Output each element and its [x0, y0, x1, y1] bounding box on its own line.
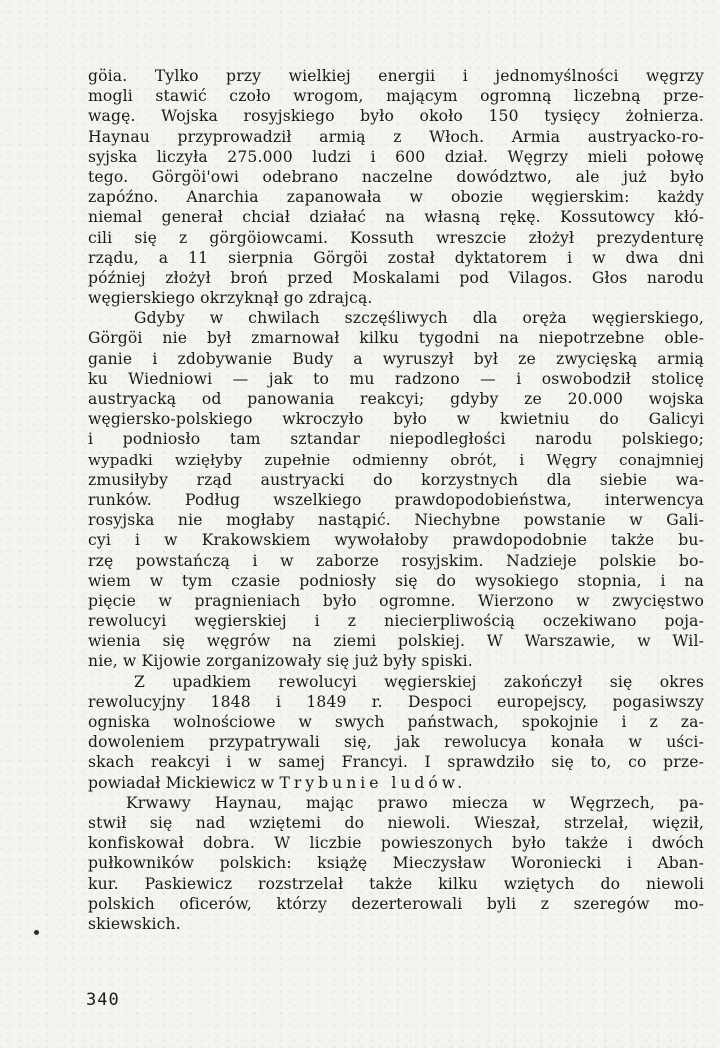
ink-speck [34, 930, 39, 935]
text-line: syjska liczyła 275.000 ludzi i 600 dział. Węgrzy mieli połowę [88, 147, 704, 166]
text-line: pięcie w pragnieniach było ogromne. Wierzono w zwycięstwo [88, 591, 704, 610]
text-line: rzę powstańczą i w zaborze rosyjskim. Nadzieje polskie bo- [88, 551, 704, 570]
paragraph-start-line: Krwawy Haynau, mając prawo miecza w Węgrzech, pa- [126, 793, 704, 812]
text-line: polskich oficerów, którzy dezerterowali byli z szeregów mo- [88, 894, 704, 913]
text-line: rosyjska nie mogłaby nastąpić. Niechybne powstanie w Gali- [88, 511, 704, 530]
text-line: zapóźno. Anarchia zapanowała w obozie węgierskim: każdy [88, 188, 704, 207]
text-line: göia. Tylko przy wielkiej energii i jednomyślności węgrzy [88, 67, 704, 85]
text-line: kur. Paskiewicz rozstrzelał także kilku wziętych do niewoli [88, 874, 704, 893]
text-line: mogli stawić czoło wrogom, mającym ogromną liczebną prze- [88, 87, 704, 106]
text-line: skach reakcyi i w samej Francyi. I sprawdziło się to, co prze- [88, 753, 704, 772]
paragraph-end-line: nie, w Kijowie zorganizowały się już były spiski. [88, 652, 473, 671]
text-line: niemal generał chciał działać na własną rękę. Kossutowcy kłó- [88, 208, 704, 227]
paragraph-start-line: Z upadkiem rewolucyi węgierskiej zakończył się okres [134, 672, 704, 691]
text-line: stwił się nad wziętemi do niewoli. Wieszał, strzelał, więził, [88, 813, 704, 832]
text-line: wienia się węgrów na ziemi polskiej. W Warszawie, w Wil- [88, 632, 704, 651]
paragraph-end-line [88, 773, 704, 793]
text-line: rewolucyjny 1848 i 1849 r. Despoci europejscy, pogasiwszy [88, 692, 704, 711]
text-line: ku Wiedniowi — jak to mu radzono — i oswobodził stolicę [88, 369, 704, 388]
text-line: cyi i w Krakowskiem wywołałoby prawdopodobnie także bu- [88, 531, 704, 550]
body-text [88, 66, 704, 934]
text-line: austryacką od panowania reakcyi; gdyby ze 20.000 wojska [88, 390, 704, 408]
text-line: konfiskował dobra. W liczbie powieszonych było także i dwóch [88, 834, 704, 853]
text-line: tego. Görgöi'owi odebrano naczelne dowództwo, ale już było [88, 167, 704, 186]
paragraph-end-line: skiewskich. [88, 914, 181, 933]
quote-intro: powiadał Mickiewicz w [88, 773, 275, 792]
text-line: cili się z görgöiowcami. Kossuth wreszcie złożył prezydenturę [88, 228, 704, 247]
spaced-title: Trybunie ludów. [279, 773, 467, 792]
text-line: Görgöi nie był zmarnował kilku tygodni na niepotrzebne oble- [88, 329, 704, 348]
text-line: runków. Podług wszelkiego prawdopodobieństwa, interwencya [88, 490, 704, 509]
page-number: 340 [86, 990, 120, 1010]
text-line: wagę. Wojska rosyjskiego było około 150 tysięcy żołnierza. [88, 107, 704, 126]
text-line: ganie i zdobywanie Budy a wyruszył był ze zwycięską armią [88, 349, 704, 368]
text-line: wiem w tym czasie podniosły się do wysokiego stopnia, i na [88, 571, 704, 590]
text-line: wypadki wzięłyby zupełnie odmienny obrót, i Węgry conajmniej [88, 450, 704, 469]
text-line: zmusiłyby rząd austryacki do korzystnych dla siebie wa- [88, 470, 704, 489]
text-line: rewolucyi węgierskiej i z niecierpliwością oczekiwano poja- [88, 612, 704, 631]
text-line: i podniosło tam sztandar niepodległości narodu polskiego; [88, 430, 704, 449]
text-line: ogniska wolnościowe w swych państwach, spokojnie i z za- [88, 713, 704, 731]
paragraph-start-line: Gdyby w chwilach szczęśliwych dla oręża węgierskiego, [134, 309, 704, 328]
text-line: węgiersko-polskiego wkroczyło było w kwietniu do Galicyi [88, 410, 704, 429]
text-line: rządu, a 11 sierpnia Görgöi został dyktatorem i w dwa dni [88, 248, 704, 267]
text-line: pułkowników polskich: książę Mieczysław Woroniecki i Aban- [88, 854, 704, 873]
text-line: Haynau przyprowadził armią z Włoch. Armia austryacko-ro- [88, 127, 704, 146]
text-line: dowoleniem przypatrywali się, jak rewolucya konała w uści- [88, 733, 704, 752]
paragraph-end-line: węgierskiego okrzyknął go zdrajcą. [88, 289, 373, 308]
text-line: później złożył broń przed Moskalami pod Vilagos. Głos narodu [88, 268, 704, 287]
